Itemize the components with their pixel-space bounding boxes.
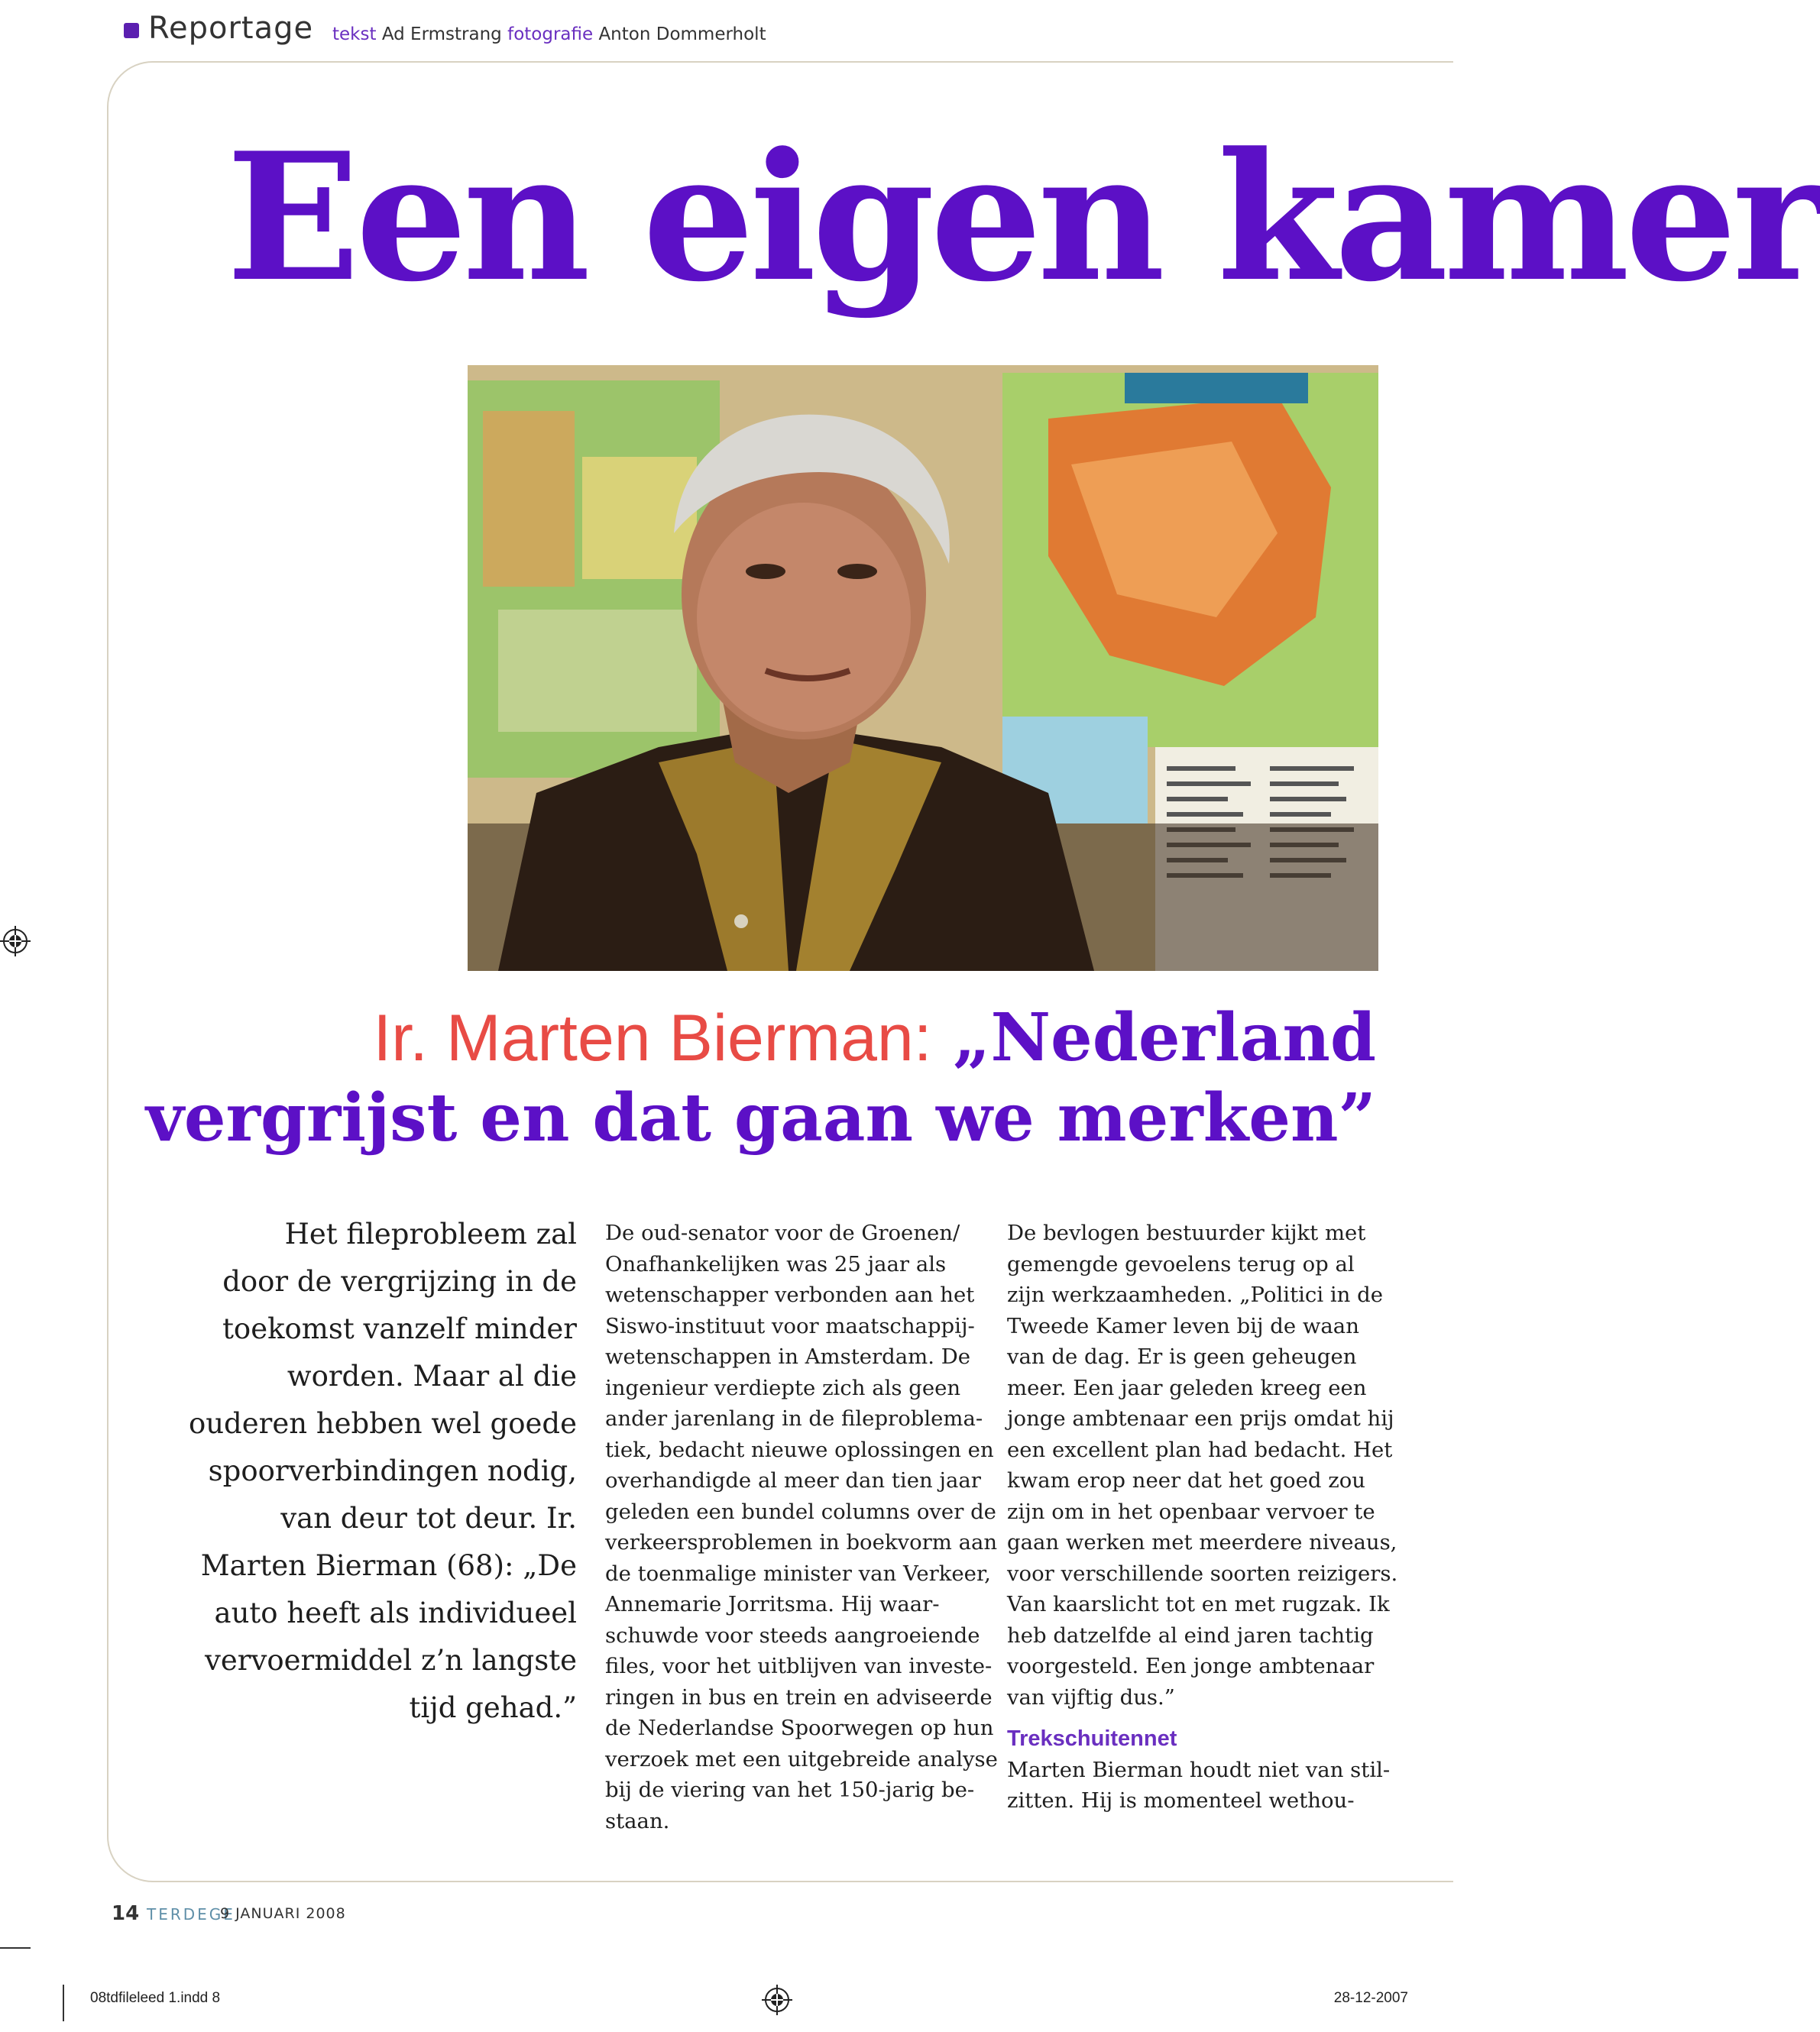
- text-line: De oud-senator voor de Groenen/: [605, 1221, 960, 1245]
- credits: [332, 24, 766, 44]
- column-3-text: [1007, 1218, 1404, 1713]
- text-line: tiek, bedacht nieuwe oplossingen en: [605, 1437, 994, 1462]
- photo-label: fotografie: [507, 24, 594, 44]
- subtitle-line-2: vergrijst en dat gaan we merken”: [145, 1079, 1376, 1157]
- text-line: Marten Bierman (68): „De: [200, 1549, 577, 1582]
- section-label: Reportage: [148, 11, 314, 46]
- text-line: tijd gehad.”: [409, 1691, 577, 1724]
- registration-mark-icon: [0, 926, 31, 956]
- text-line: auto heeft als individueel: [214, 1597, 577, 1629]
- text-line: Onafhankelijken was 25 jaar als: [605, 1251, 947, 1276]
- portrait-photo: [468, 365, 1378, 971]
- text-line: van vijftig dus.”: [1007, 1684, 1175, 1710]
- text-line: heb datzelfde al eind jaren tachtig: [1007, 1623, 1374, 1648]
- text-line: toekomst vanzelf minder: [222, 1312, 577, 1345]
- text-line: zijn werkzaamheden. „Politici in de: [1007, 1283, 1383, 1307]
- registration-mark-icon: [762, 1985, 792, 2015]
- text-line: meer. Een jaar geleden kreeg een: [1007, 1375, 1367, 1400]
- text-line: ouderen hebben wel goede: [188, 1407, 577, 1440]
- text-line: wetenschapper verbonden aan het: [605, 1283, 975, 1307]
- subject-name: Ir. Marten Bierman:: [373, 1001, 932, 1075]
- text-line: jonge ambtenaar een prijs omdat hij: [1007, 1406, 1394, 1431]
- text-line: verzoek met een uitgebreide analyse: [605, 1746, 998, 1772]
- text-line: Van kaarslicht tot en met rugzak. Ik: [1007, 1592, 1390, 1616]
- subtitle-quote-part1: „Nederland: [952, 999, 1376, 1076]
- crop-mark: [0, 1947, 31, 1949]
- text-line: de toenmalige minister van Verkeer,: [605, 1561, 991, 1586]
- slug-filename: 08tdfileleed 1.indd 8: [90, 1990, 221, 2006]
- text-line: voor verschillende soorten reizigers.: [1007, 1561, 1398, 1586]
- text-label: tekst: [332, 24, 377, 44]
- text-line: zitten. Hij is momenteel wethou-: [1007, 1788, 1355, 1813]
- text-line: verkeersproblemen in boekvorm aan: [605, 1530, 998, 1555]
- column-3-heading: Trekschuitennet: [1007, 1726, 1177, 1751]
- text-line: voorgesteld. Een jonge ambtenaar: [1007, 1654, 1375, 1678]
- text-line: ander jarenlang in de fileproblema-: [605, 1406, 983, 1431]
- text-line: Tweede Kamer leven bij de waan: [1007, 1313, 1359, 1338]
- text-line: staan.: [605, 1808, 670, 1833]
- text-line: ingenieur verdiepte zich als geen: [605, 1375, 961, 1400]
- issue-date: 9 JANUARI 2008: [220, 1905, 346, 1922]
- body-column-3: [1007, 1218, 1404, 1817]
- text-line: kwam erop neer dat het goed zou: [1007, 1468, 1365, 1493]
- text-line: Marten Bierman houdt niet van stil-: [1007, 1757, 1391, 1782]
- publication-name: TERDEGE: [147, 1905, 235, 1924]
- text-line: De bevlogen bestuurder kijkt met: [1007, 1221, 1366, 1245]
- slug-date: 28-12-2007: [1333, 1990, 1408, 2006]
- text-line: zijn om in het openbaar vervoer te: [1007, 1499, 1375, 1524]
- page-number: 14: [112, 1902, 140, 1925]
- text-line: worden. Maar al die: [287, 1360, 577, 1393]
- crop-mark: [63, 1985, 64, 2021]
- text-line: Annemarie Jorritsma. Hij waar-: [605, 1592, 940, 1616]
- section-marker: [124, 23, 139, 38]
- text-line: ringen in bus en trein en adviseerde: [605, 1684, 993, 1710]
- author-name: Ad Ermstrang: [381, 24, 502, 44]
- text-line: wetenschappen in Amsterdam. De: [605, 1344, 971, 1369]
- text-line: geleden een bundel columns over de: [605, 1499, 996, 1524]
- text-line: spoorverbindingen nodig,: [208, 1454, 577, 1487]
- headline: Een eigen kamer: [226, 115, 1820, 321]
- text-line: overhandigde al meer dan tien jaar: [605, 1468, 981, 1493]
- text-line: de Nederlandse Spoorwegen op hun: [605, 1716, 994, 1740]
- text-line: files, voor het uitblijven van investe-: [605, 1654, 993, 1678]
- text-line: gaan werken met meerdere niveaus,: [1007, 1530, 1397, 1555]
- text-line: schuwde voor steeds aangroeiende: [605, 1623, 980, 1648]
- subtitle-line-1: [373, 1001, 1376, 1076]
- text-line: een excellent plan had bedacht. Het: [1007, 1437, 1393, 1462]
- text-line: Siswo-instituut voor maatschappij-: [605, 1313, 975, 1338]
- text-line: vervoermiddel z’n langste: [204, 1644, 577, 1677]
- text-line: Het fileprobleem zal: [284, 1218, 577, 1251]
- text-line: van deur tot deur. Ir.: [280, 1502, 577, 1535]
- intro-paragraph: [176, 1211, 577, 1732]
- column-3-continued-text: [1007, 1755, 1404, 1817]
- text-line: van de dag. Er is geen geheugen: [1007, 1344, 1357, 1369]
- text-line: bij de viering van het 150-jarig be-: [605, 1778, 975, 1802]
- text-line: door de vergrijzing in de: [222, 1265, 577, 1298]
- photographer-name: Anton Dommerholt: [598, 24, 766, 44]
- text-line: gemengde gevoelens terug op al: [1007, 1251, 1355, 1276]
- body-column-2: [605, 1218, 998, 1836]
